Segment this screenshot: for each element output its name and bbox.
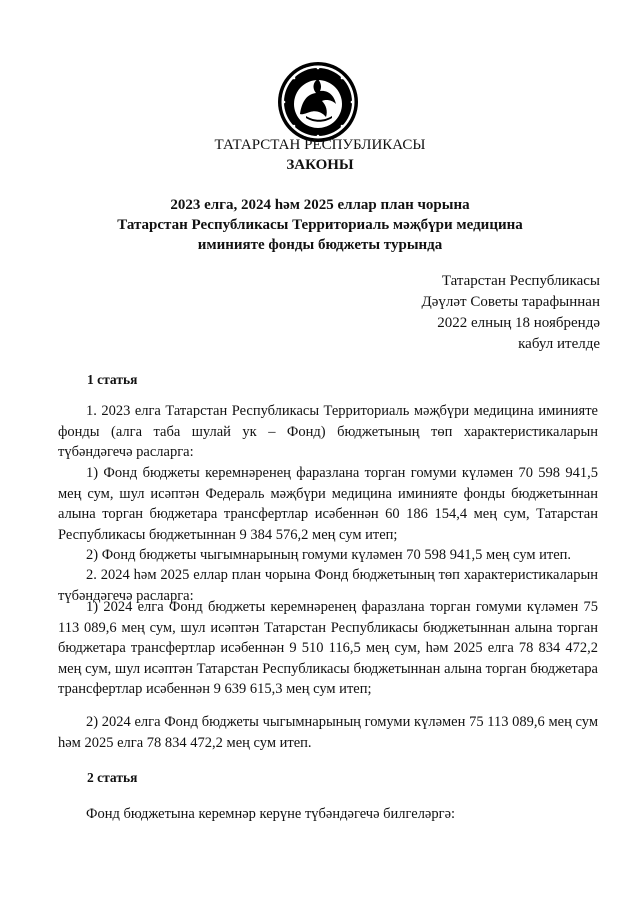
adoption-line-1: Татарстан Республикасы bbox=[441, 273, 600, 289]
article-1-paragraph-3: 2) Фонд бюджеты чыгымнарының гомуми күләмен 70 598 941,5 мең сум итеп. bbox=[86, 547, 572, 563]
law-title-line-2: Татарстан Республикасы Территориаль мәҗбүри медицина bbox=[117, 217, 523, 233]
article-1-paragraph-6: 2) 2024 елга Фонд бюджеты чыгымнарының гомуми күләмен 75 113 089,6 мең сум һәм 2025 елга 78 834 472,2 мең сум итеп. bbox=[58, 714, 598, 751]
article-2-heading: 2 статья bbox=[87, 770, 138, 785]
article-2-paragraph-1: Фонд бюджетына керемнәр керүне түбәндәгечә билгеләргә: bbox=[86, 806, 456, 822]
adoption-line-4: кабул ителде bbox=[518, 336, 600, 352]
law-label: ЗАКОНЫ bbox=[286, 157, 354, 173]
law-title-line-3: иминияте фонды бюджеты турында bbox=[197, 237, 443, 253]
article-1-paragraph-5: 1) 2024 елга Фонд бюджеты керемнәренең фаразлана торган гомуми күләмен 75 113 089,6 мең сум, шул исәптән Татарстан Республикасы бюджетыннан алына торган бюджетара трансфертлар исәбеннән 9 510 116,5 мең сум, һәм 2025 елга 78 834 472,2 мең сум, шул исәптән Татарстан Республикасы бюджетыннан алына торган бюджетара трансфертлар исәбеннән 9 639 615,3 мең сум итеп; bbox=[58, 599, 598, 698]
tatarstan-emblem-icon bbox=[276, 60, 360, 144]
adoption-line-3: 2022 елның 18 ноябрендә bbox=[437, 315, 600, 331]
article-1-paragraph-1: 1. 2023 елга Татарстан Республикасы Территориаль мәҗбүри медицина иминияте фонды (алга таба шулай ук – Фонд) бюджетының төп характеристикаларын түбәндәгечә расларга: bbox=[58, 403, 598, 461]
article-1-paragraph-4: 2. 2024 һәм 2025 еллар план чорына Фонд бюджетының төп характеристикаларын түбәндәгечә расларга: bbox=[58, 567, 598, 604]
republic-name: ТАТАРСТАН РЕСПУБЛИКАСЫ bbox=[214, 137, 426, 153]
adoption-line-2: Дәүләт Советы тарафыннан bbox=[421, 294, 600, 310]
law-title-line-1: 2023 елга, 2024 һәм 2025 еллар план чорына bbox=[170, 197, 470, 213]
article-1-heading: 1 статья bbox=[87, 372, 138, 387]
article-1-paragraph-2: 1) Фонд бюджеты керемнәренең фаразлана торган гомуми күләмен 70 598 941,5 мең сум, шул исәптән Федераль мәҗбүри медицина иминияте фонды бюджетыннан алына торган бюджетара трансфертлар исәбеннән 60 186 154,4 мең сум, Татарстан Республикасы бюджетыннан 9 384 576,2 мең сум итеп; bbox=[58, 465, 598, 543]
